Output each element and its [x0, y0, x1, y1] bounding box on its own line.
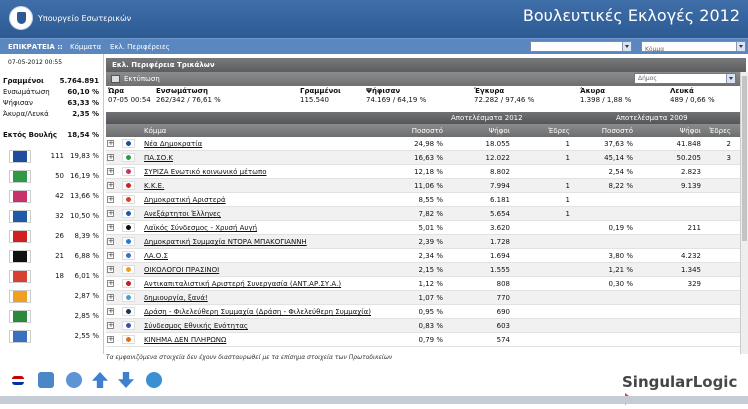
home-icon[interactable]: [38, 372, 54, 388]
party-summary-row[interactable]: [3, 308, 101, 326]
cell-v09: 1.345: [680, 266, 701, 274]
party-logo-icon: [9, 330, 31, 343]
party-summary-row[interactable]: [3, 208, 101, 226]
party-name-link[interactable]: Δημοκρατική Αριστερά: [144, 196, 226, 204]
party-summary-row[interactable]: [3, 268, 101, 286]
party-percent: 2,55 %: [74, 332, 99, 340]
print-label: Εκτύπωση: [124, 75, 160, 83]
party-logo-icon: [122, 321, 135, 330]
party-logo-icon: [122, 153, 135, 162]
party-logo-icon: [9, 250, 31, 263]
brand-part-b: Logic: [692, 373, 738, 391]
expand-icon[interactable]: [107, 140, 114, 147]
party-seats: 42: [55, 192, 64, 200]
cell-v12: 808: [496, 280, 510, 288]
cell-s12: 1: [565, 196, 570, 204]
party-seats: 32: [55, 212, 64, 220]
cell-v12: 1.694: [489, 252, 510, 260]
stat-row: [3, 99, 101, 109]
stat-label: Άκυρα/Λευκά: [3, 110, 49, 118]
chevron-down-icon: [726, 74, 735, 83]
cell-p12: 2,34 %: [418, 252, 443, 260]
expand-icon[interactable]: [107, 168, 114, 175]
party-summary-row[interactable]: [3, 328, 101, 346]
party-logo-icon: [9, 150, 31, 163]
cell-p12: 11,06 %: [414, 182, 443, 190]
party-percent: 2,85 %: [74, 312, 99, 320]
party-name-link[interactable]: Λαϊκός Σύνδεσμος - Χρυσή Αυγή: [144, 224, 258, 232]
table-row[interactable]: [106, 319, 746, 333]
cell-p12: 5,01 %: [418, 224, 443, 232]
party-name-link[interactable]: Κ.Κ.Ε.: [144, 182, 165, 190]
party-logo-icon: [122, 223, 135, 232]
table-row[interactable]: [106, 207, 746, 221]
cell-s12: 1: [565, 210, 570, 218]
party-select-value: Κόμμα: [645, 46, 665, 53]
party-name-link[interactable]: ΟΙΚΟΛΟΓΟΙ ΠΡΑΣΙΝΟΙ: [144, 266, 220, 274]
printer-icon: [111, 75, 120, 83]
refresh-icon[interactable]: [146, 372, 162, 388]
party-logo-icon: [122, 195, 135, 204]
results-table: [106, 137, 746, 349]
party-name-link[interactable]: Δράση - Φιλελεύθερη Συμμαχία (Δράση - Φιλελεύθερη Συμμαχία): [144, 308, 372, 316]
menu-territory[interactable]: ΕΠΙΚΡΑΤΕΙΑ ::: [8, 43, 63, 51]
party-percent: 16,19 %: [70, 172, 99, 180]
expand-icon[interactable]: [107, 266, 114, 273]
stat-label: Ενσωμάτωση: [3, 88, 50, 96]
cell-s09: 2: [726, 140, 731, 148]
column-header-cell[interactable]: Ψήφοι: [488, 127, 510, 135]
summary-header-cell: Άκυρα: [580, 87, 606, 95]
summary-header-cell: Ώρα: [108, 87, 125, 95]
stat-value: 5.764.891: [59, 77, 99, 85]
table-row[interactable]: [106, 291, 746, 305]
cell-p12: 1,12 %: [418, 280, 443, 288]
party-logo-icon: [122, 265, 135, 274]
party-name-link[interactable]: ΣΥΡΙΖΑ Ενωτικό κοινωνικό μέτωπο: [144, 168, 267, 176]
table-row[interactable]: [106, 179, 746, 193]
summary-header-cell: Έγκυρα: [474, 87, 505, 95]
party-name-link[interactable]: Δημοκρατική Συμμαχία ΝΤΟΡΑ ΜΠΑΚΟΓΙΑΝΝΗ: [144, 238, 307, 246]
party-seats: 21: [55, 252, 64, 260]
party-percent: 13,66 %: [70, 192, 99, 200]
party-logo-icon: [9, 290, 31, 303]
cell-p12: 2,39 %: [418, 238, 443, 246]
party-name-link[interactable]: Νέα Δημοκρατία: [144, 140, 203, 148]
cell-p12: 16,63 %: [414, 154, 443, 162]
cell-p09: 3,80 %: [608, 252, 633, 260]
stat-value: 63,33 %: [67, 99, 99, 107]
stat-row: [3, 77, 101, 87]
cell-p12: 2,15 %: [418, 266, 443, 274]
party-logo-icon: [122, 181, 135, 190]
column-header-cell[interactable]: Ποσοστό: [601, 127, 633, 135]
column-header-cell[interactable]: Ψήφοι: [679, 127, 701, 135]
expand-icon[interactable]: [107, 154, 114, 161]
cell-v12: 690: [496, 308, 510, 316]
party-summary-row[interactable]: [3, 188, 101, 206]
cell-v12: 12.022: [485, 154, 510, 162]
table-row[interactable]: [106, 263, 746, 277]
column-header-cell[interactable]: Έδρες: [709, 127, 731, 135]
update-time: 07-05-2012 00:55: [8, 59, 63, 66]
cell-p09: 0,30 %: [608, 280, 633, 288]
expand-icon[interactable]: [107, 238, 114, 245]
party-summary-row[interactable]: [3, 148, 101, 166]
party-percent: 8,39 %: [74, 232, 99, 240]
english-flag-icon[interactable]: [12, 376, 24, 385]
party-seats: 111: [50, 152, 64, 160]
chevron-down-icon: [736, 42, 745, 51]
table-row[interactable]: [106, 165, 746, 179]
table-row[interactable]: [106, 333, 746, 347]
party-logo-icon: [122, 251, 135, 260]
table-row[interactable]: [106, 277, 746, 291]
cell-p12: 24,98 %: [414, 140, 443, 148]
cell-v12: 18.055: [485, 140, 510, 148]
cell-v12: 574: [496, 336, 510, 344]
party-name-link[interactable]: ΚΙΝΗΜΑ ΔΕΝ ΠΛΗΡΩΝΩ: [144, 336, 227, 344]
expand-icon[interactable]: [107, 196, 114, 203]
scrollbar[interactable]: [740, 72, 748, 354]
ministry-name: Υπουργείο Εσωτερικών: [38, 14, 132, 23]
cell-v12: 1.728: [489, 238, 510, 246]
party-seats: 18: [55, 272, 64, 280]
cell-v12: 603: [496, 322, 510, 330]
cell-v12: 7.994: [489, 182, 510, 190]
party-percent: 10,50 %: [70, 212, 99, 220]
summary-header: [106, 87, 746, 96]
group-2012: Αποτελέσματα 2012: [451, 114, 523, 122]
cell-p12: 12,18 %: [414, 168, 443, 176]
os-taskbar: [0, 396, 748, 404]
party-logo-icon: [9, 310, 31, 323]
cell-v12: 5.654: [489, 210, 510, 218]
page-title: Βουλευτικές Εκλογές 2012: [522, 6, 740, 25]
summary-value-cell: 72.282 / 97,46 %: [474, 96, 535, 104]
cell-p09: 37,63 %: [604, 140, 633, 148]
footer-bar: [0, 362, 748, 396]
cell-v09: 9.139: [680, 182, 701, 190]
stat-label: Ψήφισαν: [3, 99, 33, 107]
municipality-select[interactable]: [634, 73, 736, 84]
cell-p09: 2,54 %: [608, 168, 633, 176]
expand-icon[interactable]: [107, 182, 114, 189]
party-name-link[interactable]: ΠΑ.ΣΟ.Κ: [144, 154, 174, 162]
cell-v12: 770: [496, 294, 510, 302]
stat-label: Γραμμένοι: [3, 77, 44, 85]
summary-header-cell: Λευκά: [670, 87, 694, 95]
summary-header-cell: Ψήφισαν: [366, 87, 401, 95]
cell-p12: 1,07 %: [418, 294, 443, 302]
column-header-cell[interactable]: Έδρες: [548, 127, 570, 135]
cell-s12: 1: [565, 154, 570, 162]
party-name-link[interactable]: δημιουργία, ξανά!: [144, 294, 208, 302]
party-logo-icon: [122, 139, 135, 148]
cell-p12: 0,83 %: [418, 322, 443, 330]
summary-values: [106, 96, 746, 105]
summary-value-cell: 262/342 / 76,61 %: [156, 96, 221, 104]
disclaimer-note: Τα εμφανιζόμενα στοιχεία δεν έχουν διασταυρωθεί με τα επίσημα στοιχεία των Πρωτοδικείων: [106, 354, 393, 361]
party-percent: 19,83 %: [70, 152, 99, 160]
arrow-down-icon[interactable]: [118, 372, 134, 388]
ministry-logo-icon: [9, 6, 33, 30]
party-logo-icon: [9, 190, 31, 203]
group-header: [106, 112, 746, 124]
party-logo-icon: [122, 237, 135, 246]
left-panel: [0, 54, 104, 354]
menu-parties[interactable]: Κόμματα: [70, 43, 102, 51]
party-logo-icon: [122, 279, 135, 288]
table-row[interactable]: [106, 193, 746, 207]
region-title: Εκλ. Περιφέρεια Τρικάλων: [106, 58, 746, 72]
cell-v09: 211: [687, 224, 701, 232]
chevron-down-icon: [622, 42, 631, 51]
party-logo-icon: [122, 167, 135, 176]
column-header-cell[interactable]: Κόμμα: [144, 127, 167, 135]
expand-icon[interactable]: [107, 322, 114, 329]
cell-v12: 1.555: [489, 266, 510, 274]
top-menu: [0, 38, 748, 54]
stat-row: [3, 88, 101, 98]
summary-value-cell: 115.540: [300, 96, 329, 104]
cell-v09: 329: [687, 280, 701, 288]
expand-icon[interactable]: [107, 252, 114, 259]
table-row[interactable]: [106, 249, 746, 263]
party-summary-row[interactable]: [3, 288, 101, 306]
summary-value-cell: 74.169 / 64,19 %: [366, 96, 427, 104]
expand-icon[interactable]: [107, 210, 114, 217]
brand-part-a: Singular: [622, 373, 693, 391]
cell-v09: 2.823: [680, 168, 701, 176]
party-logo-icon: [122, 307, 135, 316]
cell-p09: 1,21 %: [608, 266, 633, 274]
expand-icon[interactable]: [107, 280, 114, 287]
party-summary-row[interactable]: [3, 228, 101, 246]
summary-value-cell: 1.398 / 1,88 %: [580, 96, 632, 104]
party-select[interactable]: [641, 41, 746, 52]
cell-s12: 1: [565, 140, 570, 148]
party-logo-icon: [122, 335, 135, 344]
party-percent: 6,88 %: [74, 252, 99, 260]
table-row[interactable]: [106, 305, 746, 319]
cell-p12: 0,95 %: [418, 308, 443, 316]
party-percent: 2,87 %: [74, 292, 99, 300]
party-name-link[interactable]: Ανεξάρτητοι Έλληνες: [144, 210, 221, 218]
app-header: [0, 0, 748, 38]
arrow-up-icon[interactable]: [92, 372, 108, 388]
cell-v09: 50.205: [676, 154, 701, 162]
column-header-cell[interactable]: Ποσοστό: [411, 127, 443, 135]
outside-label: Εκτός Βουλής: [3, 131, 58, 139]
party-logo-icon: [9, 170, 31, 183]
cell-v12: 8.802: [489, 168, 510, 176]
cell-v09: 4.232: [680, 252, 701, 260]
cell-s09: 3: [726, 154, 731, 162]
cell-s12: 1: [565, 182, 570, 190]
cell-v09: 41.848: [676, 140, 701, 148]
stat-value: 60,10 %: [67, 88, 99, 96]
summary-value-cell: 489 / 0,66 %: [670, 96, 715, 104]
party-summary-row[interactable]: [3, 168, 101, 186]
table-row[interactable]: [106, 235, 746, 249]
cell-p12: 7,82 %: [418, 210, 443, 218]
party-logo-icon: [122, 293, 135, 302]
stat-value: 2,35 %: [72, 110, 99, 118]
expand-icon[interactable]: [107, 224, 114, 231]
region-select[interactable]: [530, 41, 632, 52]
party-summary-row[interactable]: [3, 248, 101, 266]
summary-header-cell: Γραμμένοι: [300, 87, 341, 95]
party-name-link[interactable]: Αντικαπιταλιστική Αριστερή Συνεργασία (ΑΝΤ.ΑΡ.ΣΥ.Α.): [144, 280, 342, 288]
column-header: [106, 124, 746, 137]
party-logo-icon: [9, 210, 31, 223]
expand-icon[interactable]: [107, 294, 114, 301]
scrollbar-thumb[interactable]: [742, 76, 747, 241]
summary-value-cell: 07-05 00:54: [108, 96, 151, 104]
expand-icon[interactable]: [107, 308, 114, 315]
party-seats: 26: [55, 232, 64, 240]
party-name-link[interactable]: ΛΑ.Ο.Σ: [144, 252, 168, 260]
party-logo-icon: [9, 270, 31, 283]
municipality-select-value: Δήμος: [638, 75, 657, 82]
info-icon[interactable]: [66, 372, 82, 388]
results-panel: [106, 58, 748, 354]
party-name-link[interactable]: Σύνδεσμος Εθνικής Ενότητας: [144, 322, 249, 330]
party-seats: 50: [55, 172, 64, 180]
outside-parliament: [3, 131, 101, 141]
cell-p09: 8,22 %: [608, 182, 633, 190]
cell-p12: 0,79 %: [418, 336, 443, 344]
party-logo-icon: [9, 230, 31, 243]
cell-v12: 6.181: [489, 196, 510, 204]
expand-icon[interactable]: [107, 336, 114, 343]
party-logo-icon: [122, 209, 135, 218]
cell-p12: 8,55 %: [418, 196, 443, 204]
menu-regions[interactable]: Εκλ. Περιφέρειες: [110, 43, 170, 51]
group-2009: Αποτελέσματα 2009: [616, 114, 688, 122]
cell-v12: 3.620: [489, 224, 510, 232]
cell-p09: 45,14 %: [604, 154, 633, 162]
table-row[interactable]: [106, 151, 746, 165]
table-row[interactable]: [106, 137, 746, 151]
stat-row: [3, 110, 101, 120]
outside-value: 18,54 %: [67, 131, 99, 139]
cell-p09: 0,19 %: [608, 224, 633, 232]
summary-header-cell: Ενσωμάτωση: [156, 87, 209, 95]
table-row[interactable]: [106, 221, 746, 235]
party-percent: 6,01 %: [74, 272, 99, 280]
